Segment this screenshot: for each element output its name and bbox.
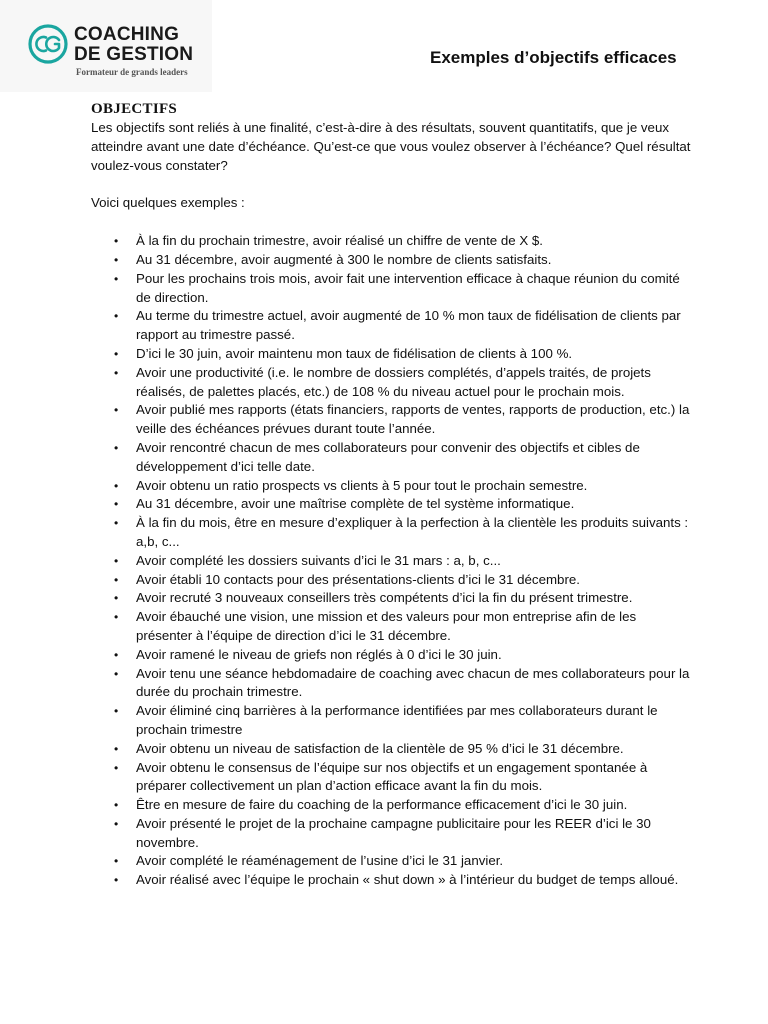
bullet-icon: • [114, 234, 119, 249]
list-item-text: Avoir obtenu un ratio prospects vs clients à 5 pour tout le prochain semestre. [136, 477, 588, 493]
bullet-icon: • [114, 873, 119, 888]
brand-name-line2: DE GESTION [74, 44, 194, 65]
list-item-text: Avoir complété le réaménagement de l’usine d’ici le 31 janvier. [136, 853, 504, 869]
intro-paragraph: Les objectifs sont reliés à une finalité, c’est-à-dire à des résultats, souvent quantitatifs, que je veux atteindre avant une date d’échéance. Qu’est-ce que vous voulez observer à l’échéance? Quel résultat voulez-vous constater? [91, 120, 691, 173]
bullet-icon: • [114, 760, 119, 775]
document-title: Exemples d’objectifs efficaces [430, 48, 677, 67]
bullet-icon: • [114, 516, 119, 531]
list-item-text: Avoir tenu une séance hebdomadaire de coaching avec chacun de mes collaborateurs pour la durée du prochain trimestre. [136, 665, 690, 700]
bullet-icon: • [114, 346, 119, 361]
list-item [91, 665, 691, 703]
list-item [91, 608, 691, 646]
list-item-text: D’ici le 30 juin, avoir maintenu mon taux de fidélisation de clients à 100 %. [136, 345, 573, 361]
bullet-icon: • [114, 610, 119, 625]
bullet-icon: • [114, 854, 119, 869]
list-item-text: Avoir complété les dossiers suivants d’ici le 31 mars : a, b, c... [136, 552, 501, 568]
bullet-icon: • [114, 704, 119, 719]
list-item [91, 401, 691, 439]
list-item [91, 477, 691, 496]
list-item-text: Au 31 décembre, avoir une maîtrise complète de tel système informatique. [136, 496, 575, 512]
list-item-text: À la fin du prochain trimestre, avoir réalisé un chiffre de vente de X $. [136, 233, 544, 249]
list-item [91, 514, 691, 552]
list-item-text: Avoir une productivité (i.e. le nombre de dossiers complétés, d’appels traités, de projets réalisés, de palettes placés, etc.) de 108 % du niveau actuel pour le prochain mois. [136, 364, 651, 399]
document-body [91, 119, 691, 890]
list-item [91, 345, 691, 364]
list-item-text: Pour les prochains trois mois, avoir fait une intervention efficace à chaque réunion du comité de direction. [136, 270, 680, 305]
list-item-text: Avoir ramené le niveau de griefs non réglés à 0 d’ici le 30 juin. [136, 646, 502, 662]
list-item [91, 702, 691, 740]
list-item [91, 740, 691, 759]
section-heading: OBJECTIFS [91, 101, 178, 117]
list-item [91, 646, 691, 665]
list-item [91, 571, 691, 590]
list-item [91, 495, 691, 514]
list-item-text: Être en mesure de faire du coaching de la performance efficacement d’ici le 30 juin. [136, 797, 628, 813]
list-item-text: Au terme du trimestre actuel, avoir augmenté de 10 % mon taux de fidélisation de clients par rapport au trimestre passé. [136, 308, 681, 343]
bullet-icon: • [114, 497, 119, 512]
bullet-icon: • [114, 666, 119, 681]
bullet-icon: • [114, 553, 119, 568]
list-item [91, 439, 691, 477]
list-item-text: Avoir éliminé cinq barrières à la performance identifiées par mes collaborateurs durant le prochain trimestre [136, 703, 658, 737]
list-item [91, 589, 691, 608]
list-item [91, 307, 691, 345]
list-item-text: Avoir ébauché une vision, une mission et des valeurs pour mon entreprise afin de les présenter à l’équipe de direction d’ici le 31 décembre. [136, 609, 637, 643]
bullet-icon: • [114, 591, 119, 606]
list-item-text: Avoir réalisé avec l’équipe le prochain « shut down » à l’intérieur du budget de temps alloué. [136, 872, 679, 888]
bullet-icon: • [114, 572, 119, 587]
list-item [91, 270, 691, 308]
coaching-de-gestion-logo-icon [28, 24, 68, 64]
brand-logo [0, 0, 212, 92]
bullet-icon: • [114, 478, 119, 493]
examples-label: Voici quelques exemples : [91, 195, 245, 211]
bullet-icon: • [114, 403, 119, 418]
list-item [91, 251, 691, 270]
bullet-icon: • [114, 309, 119, 324]
examples-list [91, 232, 691, 890]
list-item-text: Avoir recruté 3 nouveaux conseillers très compétents d’ici la fin du présent trimestre. [136, 590, 633, 606]
bullet-icon: • [114, 440, 119, 455]
list-item [91, 852, 691, 871]
list-item [91, 759, 691, 797]
list-item [91, 552, 691, 571]
list-item [91, 232, 691, 251]
brand-tagline: Formateur de grands leaders [76, 67, 188, 77]
list-item [91, 871, 691, 890]
list-item-text: Avoir établi 10 contacts pour des présentations-clients d’ici le 31 décembre. [136, 571, 580, 587]
bullet-icon: • [114, 741, 119, 756]
bullet-icon: • [114, 647, 119, 662]
list-item [91, 796, 691, 815]
list-item-text: Avoir obtenu un niveau de satisfaction de la clientèle de 95 % d’ici le 31 décembre. [136, 740, 624, 756]
bullet-icon: • [114, 816, 119, 831]
bullet-icon: • [114, 365, 119, 380]
list-item-text: Avoir publié mes rapports (états financiers, rapports de ventes, rapports de production, etc.) la veille des échéances prévues durant toute l’année. [136, 402, 690, 437]
list-item [91, 364, 691, 402]
list-item [91, 815, 691, 853]
list-item-text: À la fin du mois, être en mesure d’expliquer à la perfection à la clientèle les produits suivants : a,b, c... [136, 515, 689, 549]
bullet-icon: • [114, 798, 119, 813]
list-item-text: Au 31 décembre, avoir augmenté à 300 le nombre de clients satisfaits. [136, 251, 552, 267]
brand-name-line1: COACHING [74, 24, 180, 45]
bullet-icon: • [114, 271, 119, 286]
list-item-text: Avoir rencontré chacun de mes collaborateurs pour convenir des objectifs et cibles de développement d’ici telle date. [136, 439, 640, 474]
list-item-text: Avoir présenté le projet de la prochaine campagne publicitaire pour les REER d’ici le 30 novembre. [136, 815, 651, 850]
bullet-icon: • [114, 252, 119, 267]
list-item-text: Avoir obtenu le consensus de l’équipe sur nos objectifs et un engagement spontanée à préparer collectivement un plan d’action efficace avant la fin du mois. [136, 759, 648, 794]
